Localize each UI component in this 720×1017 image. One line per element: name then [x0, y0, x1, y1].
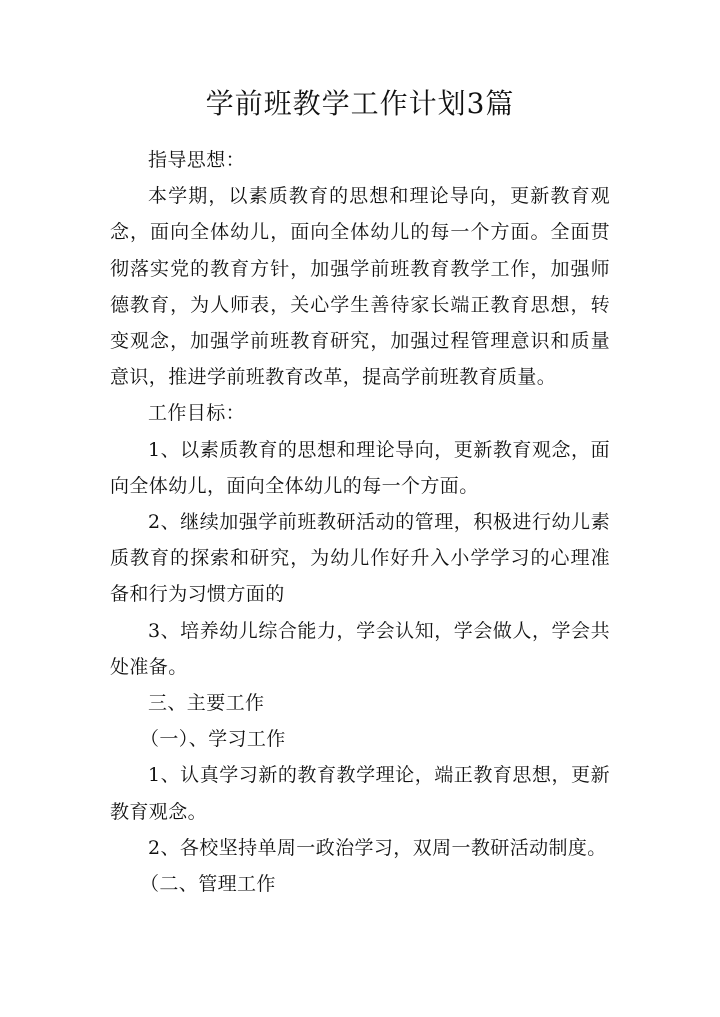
paragraph-goal-3: 3、培养幼儿综合能力，学会认知，学会做人，学会共处准备。 [110, 619, 610, 678]
paragraph-goal-2: 2、继续加强学前班教研活动的管理，积极进行幼儿素质教育的探索和研究，为幼儿作好升入小学学习的心理准备和行为习惯方面的 [110, 511, 610, 606]
paragraph-guiding-thought: 本学期，以素质教育的思想和理论导向，更新教育观念，面向全体幼儿，面向全体幼儿的每一个方面。全面贯彻落实党的教育方针，加强学前班教育教学工作，加强师德教育，为人师表，关心学生善待家长端正教育思想，转变观念，加强学前班教育研究，加强过程管理意识和质量意识，推进学前班教育改革，提高学前班教育质量。 [110, 185, 610, 389]
paragraph-guiding-thought-heading: 指导思想： [148, 149, 246, 171]
document-body [110, 142, 610, 902]
paragraph-work-goals-heading: 工作目标： [148, 402, 246, 425]
paragraph-study-work-heading: （一）、学习工作 [140, 728, 286, 751]
paragraph-study-item-1: 1、认真学习新的教育教学理论，端正教育思想，更新教育观念。 [110, 764, 610, 823]
paragraph-main-work-heading: 三、主要工作 [148, 692, 265, 715]
paragraph-study-item-2: 2、各校坚持单周一政治学习，双周一教研活动制度。 [148, 836, 607, 859]
document-title: 学前班教学工作计划3篇 [205, 87, 515, 120]
paragraph-management-work-heading: （二、管理工作 [140, 873, 276, 896]
paragraph-goal-1: 1、以素质教育的思想和理论导向，更新教育观念，面向全体幼儿，面向全体幼儿的每一个方面。 [110, 438, 610, 497]
